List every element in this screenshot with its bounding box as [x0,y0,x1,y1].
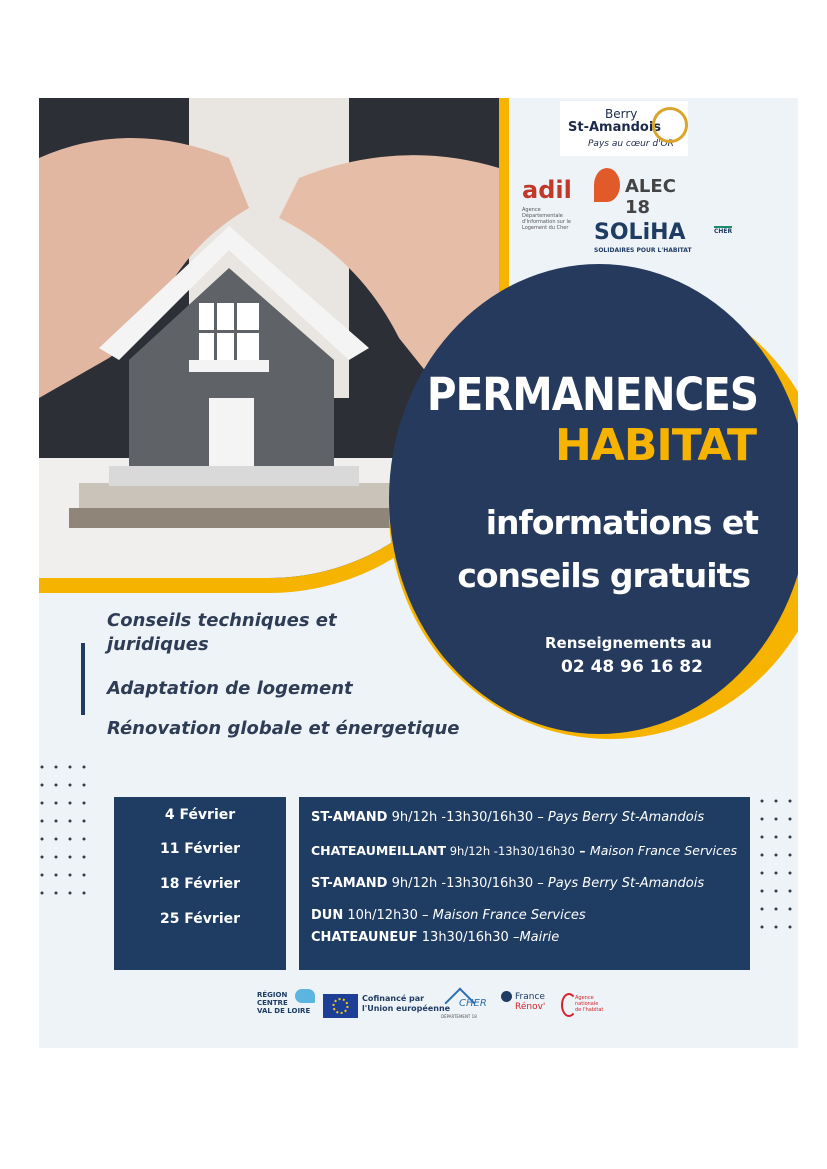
adil-logo [522,176,582,236]
schedule-venue: Pays Berry St-Amandois [547,810,705,825]
cher-logo [439,988,495,1022]
cher-name: CHER [459,998,487,1009]
heart-icon [295,989,315,1003]
schedule-hours: 9h/12h -13h30/16h30 [387,876,534,891]
cher-dept: DÉPARTEMENT 18 [441,1014,477,1019]
schedule-hours: 13h30/16h30 [417,930,509,945]
eu-flag-icon [323,994,358,1018]
schedule-place: DUN [311,908,344,923]
region-line: RÉGION [257,991,288,999]
region-logo [257,991,319,1025]
clover-icon [652,107,688,143]
service-item: Adaptation de logement [107,678,353,699]
schedule-panel [299,797,750,970]
poster [39,98,798,1048]
contact-label: Renseignements au [545,634,712,652]
date-item: 4 Février [164,807,236,823]
dots-left [39,764,89,899]
schedule-hours: 10h/12h30 [343,908,418,923]
anah-logo [561,989,604,1023]
dates-panel [114,797,286,970]
schedule-sep: – [508,930,520,945]
schedule-row [311,930,559,945]
berry-tagline: Pays au cœur d'OR [588,139,674,149]
adil-desc: Agence Départementale d'Information sur le Logement du Cher [522,207,571,231]
schedule-place: CHATEAUMEILLANT [311,843,447,858]
eu-stars-icon [323,994,358,1018]
anah-line: de l'habitat [575,1007,604,1013]
france-renov-logo [501,991,553,1021]
anah-line: Agence [575,995,594,1001]
schedule-sep: – [574,843,590,858]
subheadline-line1: informations et [485,503,758,542]
subheadline-line2: conseils gratuits [457,556,750,595]
berry-line1: Berry [605,107,638,121]
alec-logo [594,166,704,218]
contact-phone: 02 48 96 16 82 [561,657,703,677]
service-item: juridiques [107,634,209,655]
adil-name: adil [522,176,572,204]
schedule-hours: 9h/12h -13h30/16h30 [446,844,575,858]
headline-line2: HABITAT [554,420,756,471]
services-bar [81,643,85,715]
schedule-place: ST-AMAND [311,876,388,891]
schedule-row [311,876,704,891]
france-renov-line: France [515,992,545,1002]
schedule-place: CHATEAUNEUF [311,930,418,945]
schedule-venue: Maison France Services [589,843,738,858]
soliha-logo [594,220,754,256]
schedule-sep: – [533,810,548,825]
schedule-venue: Mairie [519,930,560,945]
schedule-place: ST-AMAND [311,810,388,825]
eu-text [362,994,450,1014]
france-renov-icon [501,991,512,1002]
region-line: VAL DE LOIRE [257,1007,311,1015]
date-item: 25 Février [159,911,241,927]
schedule-venue: Pays Berry St-Amandois [547,876,705,891]
headline-line1: PERMANENCES [426,368,758,421]
france-renov-line: Rénov' [515,1002,546,1012]
flame-icon [594,168,620,202]
date-item: 11 Février [159,841,241,857]
schedule-sep: – [417,908,433,923]
schedule-row [311,908,586,923]
date-item: 18 Février [159,876,241,892]
dots-right [759,798,795,938]
region-line: CENTRE [257,999,288,1007]
soliha-name: SOLiHA [594,220,686,245]
anah-line: nationale [575,1001,599,1007]
eu-line: Cofinancé par [362,994,425,1003]
schedule-hours: 9h/12h -13h30/16h30 [387,810,534,825]
service-item: Conseils techniques et [107,610,337,631]
schedule-row [311,810,704,825]
soliha-tagline: SOLIDAIRES POUR L'HABITAT [594,247,692,254]
service-item: Rénovation globale et énergetique [107,718,460,739]
soliha-dept: CHER [714,228,733,235]
schedule-sep: – [533,876,548,891]
eu-line: l'Union européenne [362,1004,451,1013]
alec-name: ALEC 18 [625,176,676,218]
berry-line2: St-Amandois [568,120,662,135]
berry-logo [560,101,688,156]
schedule-row [311,843,737,858]
schedule-venue: Maison France Services [432,908,586,923]
